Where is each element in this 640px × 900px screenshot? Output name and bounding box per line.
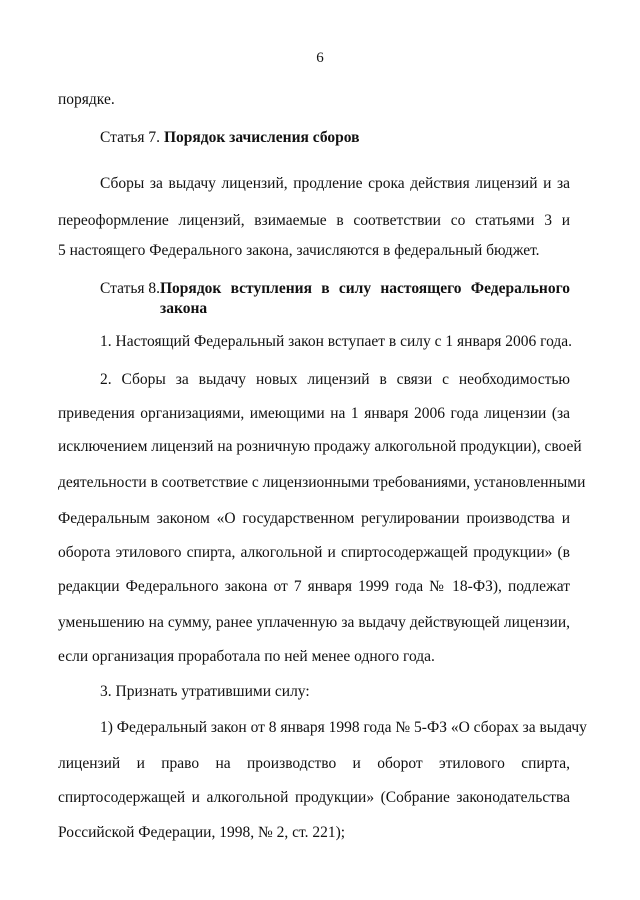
article-8-title-line-1: Порядок вступления в силу настоящего Федерального bbox=[160, 280, 570, 297]
article-7-prefix: Статья 7. bbox=[100, 129, 161, 146]
article-7-title: Порядок зачисления сборов bbox=[163, 129, 360, 146]
text-line: спиртосодержащей и алкогольной продукции» (Собрание законодательства bbox=[58, 789, 570, 806]
text-line: деятельности в соответствие с лицензионными требованиями, установленными bbox=[58, 474, 586, 491]
article-8-prefix: Статья 8. bbox=[100, 280, 161, 297]
text-line: если организация проработала по ней менее одного года. bbox=[58, 648, 435, 665]
text-line: Федеральным законом «О государственном регулировании производства и bbox=[58, 510, 570, 527]
text-line: 1. Настоящий Федеральный закон вступает в силу с 1 января 2006 года. bbox=[100, 333, 573, 350]
text-line: 3. Признать утратившими силу: bbox=[100, 683, 310, 700]
text-line: оборота этилового спирта, алкогольной и спиртосодержащей продукции» (в bbox=[58, 544, 570, 561]
text-line: 1) Федеральный закон от 8 января 1998 года № 5-ФЗ «О сборах за выдачу bbox=[100, 719, 587, 736]
text-line: 5 настоящего Федерального закона, зачисляются в федеральный бюджет. bbox=[58, 242, 540, 259]
text-line: переоформление лицензий, взимаемые в соответствии со статьями 3 и bbox=[58, 212, 570, 229]
text-line: Российской Федерации, 1998, № 2, ст. 221); bbox=[58, 824, 346, 841]
text-line: редакции Федерального закона от 7 января 1999 года № 18-ФЗ), подлежат bbox=[58, 578, 570, 595]
text-line: лицензий и право на производство и оборот этилового спирта, bbox=[58, 755, 570, 772]
article-8-title-line-2: закона bbox=[160, 300, 208, 317]
text-line: 2. Сборы за выдачу новых лицензий в связи с необходимостью bbox=[100, 371, 570, 388]
page-number: 6 bbox=[316, 50, 324, 66]
text-line: порядке. bbox=[58, 91, 115, 108]
text-line: уменьшению на сумму, ранее уплаченную за выдачу действующей лицензии, bbox=[58, 614, 570, 631]
text-line: приведения организациями, имеющими на 1 января 2006 года лицензии (за bbox=[58, 405, 570, 422]
article-7-heading bbox=[100, 129, 359, 147]
text-line: Сборы за выдачу лицензий, продление срока действия лицензий и за bbox=[100, 175, 570, 192]
text-line: исключением лицензий на розничную продажу алкогольной продукции), своей bbox=[58, 438, 582, 455]
